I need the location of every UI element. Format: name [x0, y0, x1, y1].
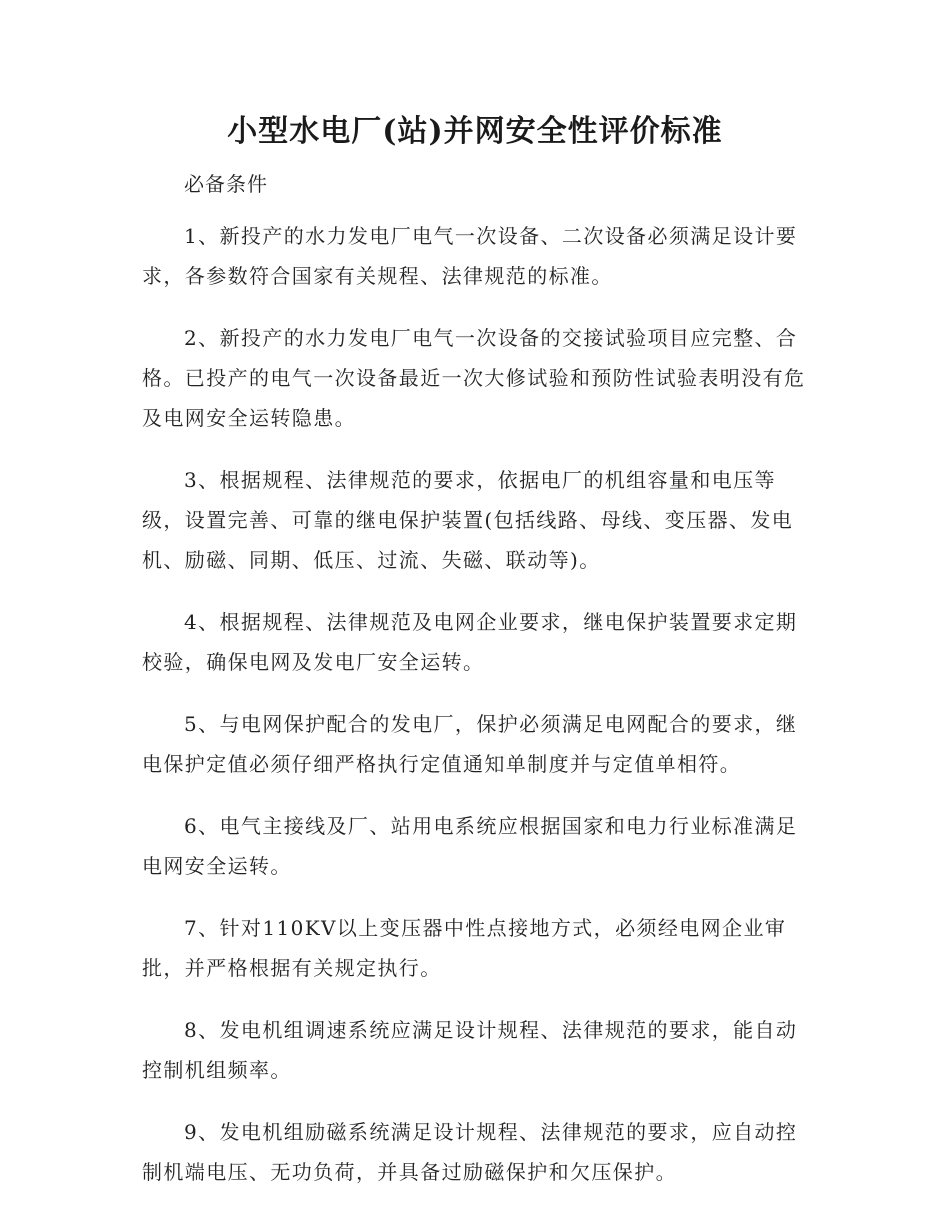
paragraph-8: 8、发电机组调速系统应满足设计规程、法律规范的要求，能自动控制机组频率。 — [142, 1018, 798, 1082]
paragraph-4: 4、根据规程、法律规范及电网企业要求，继电保护装置要求定期校验，确保电网及发电厂安全运转。 — [142, 610, 798, 674]
paragraph-5: 5、与电网保护配合的发电厂，保护必须满足电网配合的要求，继电保护定值必须仔细严格执行定值通知单制度并与定值单相符。 — [142, 712, 798, 776]
paragraph-3: 3、根据规程、法律规范的要求，依据电厂的机组容量和电压等级，设置完善、可靠的继电保护装置(包括线路、母线、变压器、发电机、励磁、同期、低压、过流、失磁、联动等)。 — [142, 468, 794, 572]
paragraph-2: 2、新投产的水力发电厂电气一次设备的交接试验项目应完整、合格。已投产的电气一次设备最近一次大修试验和预防性试验表明没有危及电网安全运转隐患。 — [142, 326, 806, 430]
section-heading: 必备条件 — [184, 172, 268, 196]
document-body — [142, 216, 810, 1214]
paragraph-1: 1、新投产的水力发电厂电气一次设备、二次设备必须满足设计要求，各参数符合国家有关规程、法律规范的标准。 — [142, 224, 798, 288]
paragraph-7: 7、针对110KV以上变压器中性点接地方式，必须经电网企业审批，并严格根据有关规定执行。 — [142, 916, 787, 980]
paragraph-6: 6、电气主接线及厂、站用电系统应根据国家和电力行业标准满足电网安全运转。 — [142, 814, 798, 878]
paragraph-9: 9、发电机组励磁系统满足设计规程、法律规范的要求，应自动控制机端电压、无功负荷，并具备过励磁保护和欠压保护。 — [142, 1120, 798, 1184]
document-title: 小型水电厂(站)并网安全性评价标准 — [227, 114, 723, 149]
